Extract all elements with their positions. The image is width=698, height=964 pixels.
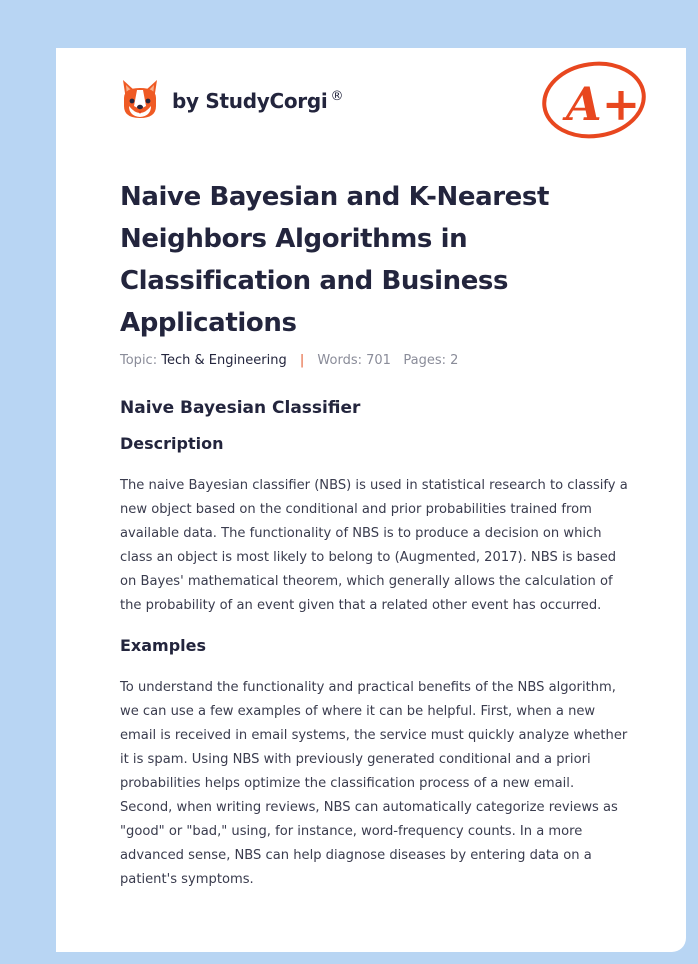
topic-label: Topic: bbox=[120, 353, 158, 368]
brand-name bbox=[172, 89, 343, 113]
brand-name-text: by StudyCorgi bbox=[172, 89, 328, 113]
document-title: Naive Bayesian and K-Nearest Neighbors Algorithms in Classification and Business Applications bbox=[120, 182, 549, 338]
pages-count: 2 bbox=[450, 353, 459, 368]
description-heading: Description bbox=[120, 434, 224, 453]
brand-logo[interactable] bbox=[120, 76, 343, 120]
meta-separator: | bbox=[299, 353, 305, 368]
pages-label: Pages: bbox=[403, 353, 446, 368]
words-label: Words: bbox=[317, 353, 362, 368]
topic-link[interactable]: Tech & Engineering bbox=[161, 353, 287, 368]
grade-text: A+ bbox=[566, 77, 641, 131]
a-plus-grade-icon bbox=[538, 58, 650, 142]
document-page bbox=[56, 48, 686, 952]
examples-paragraph: To understand the functionality and practical benefits of the NBS algorithm, we can use a few examples of where it can be helpful. First, when a new email is received in email systems, the service must quickly analyze whether it is spam. Using NBS with previously generated conditional and a priori probabilities helps optimize the classification process of a new email. Second, when writing reviews, NBS can automatically categorize reviews as "good" or "bad," using, for instance, word-frequency counts. In a more advanced sense, NBS can help diagnose diseases by entering data on a patient's symptoms. bbox=[120, 680, 628, 887]
corgi-logo-icon bbox=[120, 76, 160, 120]
examples-heading: Examples bbox=[120, 636, 207, 655]
description-paragraph: The naive Bayesian classifier (NBS) is used in statistical research to classify a new object based on the conditional and prior probabilities trained from available data. The functionality of NBS is to produce a decision on which class an object is most likely to belong to (Augmented, 2017). NBS is based on Bayes' mathematical theorem, which generally allows the calculation of the probability of an event given that a related other event has occurred. bbox=[120, 478, 628, 613]
document-body bbox=[120, 396, 630, 892]
words-count: 701 bbox=[366, 353, 391, 368]
document-meta bbox=[120, 353, 458, 368]
section-heading: Naive Bayesian Classifier bbox=[120, 398, 361, 418]
registered-mark: ® bbox=[330, 89, 344, 105]
